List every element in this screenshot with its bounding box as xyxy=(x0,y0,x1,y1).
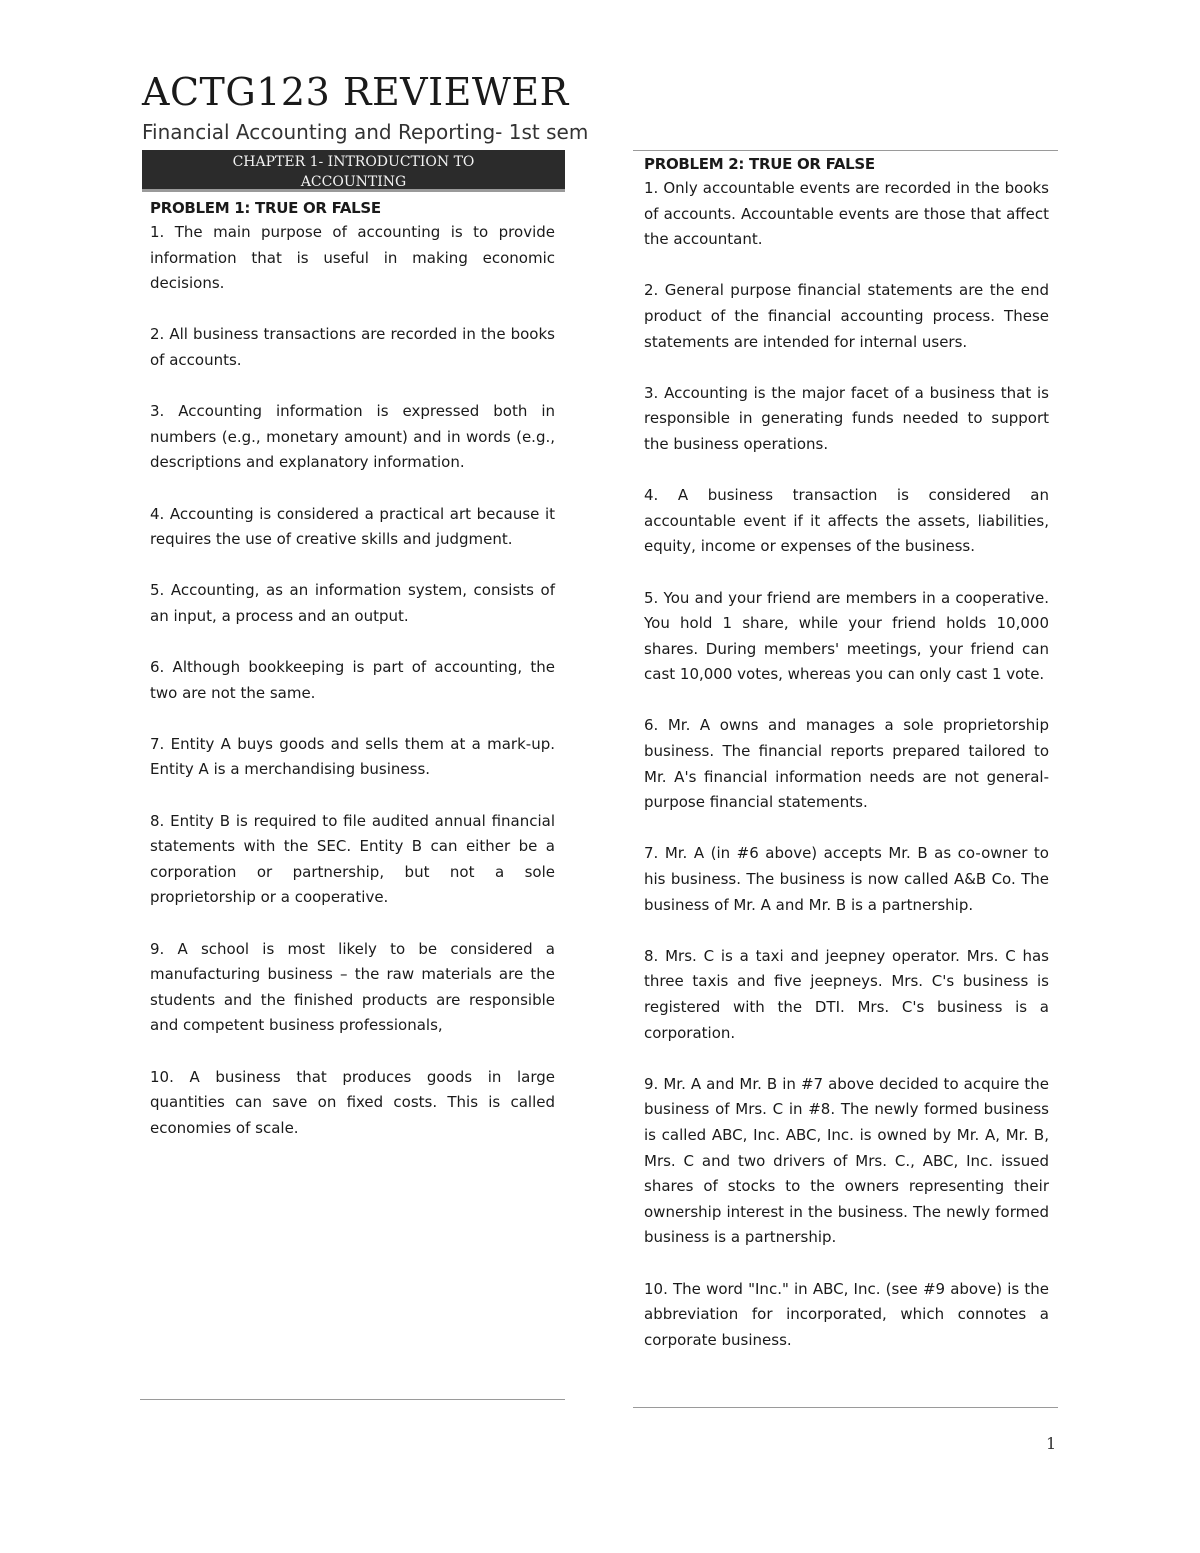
bottom-divider-left xyxy=(140,1399,565,1400)
problem-2-item: 10. The word "Inc." in ABC, Inc. (see #9 above) is the abbreviation for incorporated, which connotes a corporate business. xyxy=(644,1279,1049,1349)
problem-1-item: 5. Accounting, as an information system, consists of an input, a process and an output. xyxy=(150,581,555,625)
problem-1-heading: PROBLEM 1: TRUE OR FALSE xyxy=(150,199,381,217)
problem-1-item: 2. All business transactions are recorded in the books of accounts. xyxy=(150,325,555,369)
problem-1-item: 4. Accounting is considered a practical art because it requires the use of creative skills and judgment. xyxy=(150,504,555,549)
problem-2-item: 2. General purpose financial statements are the end product of the financial accounting process. These statements are intended for internal users. xyxy=(644,281,1049,351)
problem-1-item: 3. Accounting information is expressed both in numbers (e.g., monetary amount) and in words (e.g., descriptions and explanatory information. xyxy=(150,402,555,472)
problem-2-item: 4. A business transaction is considered an accountable event if it affects the assets, liabilities, equity, income or expenses of the business. xyxy=(644,486,1049,556)
chapter-title-line-2: ACCOUNTING xyxy=(300,174,407,190)
chapter-title-line-1: CHAPTER 1- INTRODUCTION TO xyxy=(232,154,475,170)
problem-2-item: 5. You and your friend are members in a cooperative. You hold 1 share, while your friend holds 10,000 shares. During members' meetings, your friend can cast 10,000 votes, whereas you can only cast 1 vote. xyxy=(644,588,1049,684)
problem-1-item: 8. Entity B is required to file audited annual financial statements with the SEC. Entity B can either be a corporation or partnership, but not a sole proprietorship or a cooperative. xyxy=(150,811,555,907)
problem-2-item: 3. Accounting is the major facet of a business that is responsible in generating funds needed to support the business operations. xyxy=(644,383,1049,453)
problem-1-item: 6. Although bookkeeping is part of accounting, the two are not the same. xyxy=(150,658,555,702)
problem-2-item: 6. Mr. A owns and manages a sole proprietorship business. The financial reports prepared tailored to Mr. A's financial information needs are not general-purpose financial statements. xyxy=(644,716,1049,812)
problem-2-item: 7. Mr. A (in #6 above) accepts Mr. B as co-owner to his business. The business is now called A&B Co. The business of Mr. A and Mr. B is a partnership. xyxy=(644,844,1049,914)
problem-1-item: 1. The main purpose of accounting is to provide information that is useful in making economic decisions. xyxy=(150,223,555,293)
top-divider-right xyxy=(633,150,1058,151)
problem-1-item: 10. A business that produces goods in large quantities can save on fixed costs. This is called economies of scale. xyxy=(150,1067,555,1137)
problem-1-section xyxy=(150,196,555,1167)
page-number: 1 xyxy=(1046,1434,1057,1453)
problem-2-heading: PROBLEM 2: TRUE OR FALSE xyxy=(644,155,875,173)
problem-1-item: 9. A school is most likely to be considered a manufacturing business – the raw materials are the students and the finished products are responsible and competent business professionals, xyxy=(150,939,555,1035)
problem-2-item: 1. Only accountable events are recorded in the books of accounts. Accountable events are those that affect the accountant. xyxy=(644,179,1049,249)
problem-2-item: 8. Mrs. C is a taxi and jeepney operator. Mrs. C has three taxis and five jeepneys. Mrs. C's business is registered with the DTI. Mrs. C's business is a corporation. xyxy=(644,946,1049,1042)
page-subtitle: Financial Accounting and Reporting- 1st sem xyxy=(142,120,589,144)
problem-2-section xyxy=(644,152,1049,1379)
page-title: ACTG123 REVIEWER xyxy=(142,70,569,114)
problem-1-item: 7. Entity A buys goods and sells them at a mark-up. Entity A is a merchandising business. xyxy=(150,734,555,779)
problem-2-item: 9. Mr. A and Mr. B in #7 above decided to acquire the business of Mrs. C in #8. The newly formed business is called ABC, Inc. ABC, Inc. is owned by Mr. A, Mr. B, Mrs. C and two drivers of Mrs. C., ABC, Inc. issued shares of stocks to the owners representing their ownership interest in the business. The newly formed business is a partnership. xyxy=(644,1074,1049,1247)
bottom-divider-right xyxy=(633,1407,1058,1408)
chapter-banner xyxy=(142,150,565,192)
